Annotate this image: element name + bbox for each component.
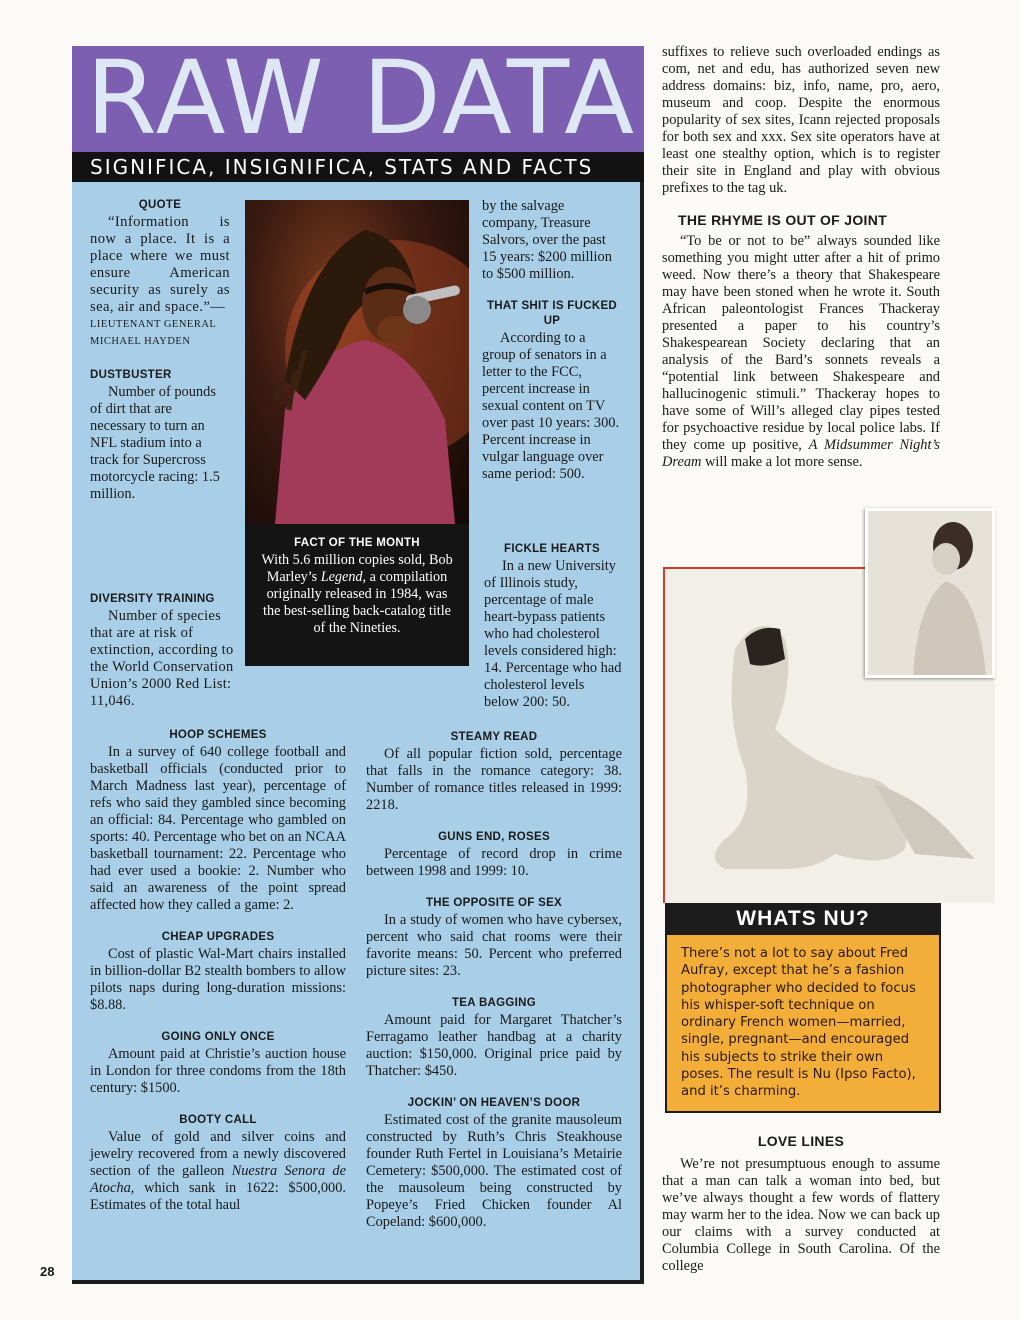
hoop-head: HOOP SCHEMES — [169, 729, 267, 741]
quote-credit: LIEUTENANT GENERAL MICHAEL HAYDEN — [90, 319, 216, 347]
masthead-subtitle: SIGNIFICA, INSIGNIFICA, STATS AND FACTS — [72, 152, 644, 182]
love-head: LOVE LINES — [757, 1133, 845, 1149]
bob-marley-photo — [245, 200, 469, 524]
page-number: 28 — [40, 1264, 55, 1279]
dustbuster-head: DUSTBUSTER — [90, 369, 172, 381]
going-head: GOING ONLY ONCE — [161, 1031, 275, 1043]
jockin-head: JOCKIN’ ON HEAVEN’S DOOR — [407, 1097, 581, 1109]
quote-text: “Information is now a place. It is a place where we must ensure American security as surely as sea, air and space.”— — [90, 214, 230, 315]
rhyme-text-b: will make a lot more sense. — [701, 454, 863, 470]
booty-text-b: , which sank in 1622: $500,000. Estimates of the total haul — [90, 1180, 346, 1213]
whats-nu-box — [665, 935, 941, 1113]
rhyme-head: THE RHYME IS OUT OF JOINT — [678, 212, 887, 228]
tea-text: Amount paid for Margaret Thatcher’s Ferragamo leather handbag at a charity auction: $150,000. Original price paid by Thatcher: $450. — [366, 1012, 622, 1079]
diversity-text: Number of species that are at risk of extinction, according to the World Conservation Union’s 2000 Red List: 11,046. — [90, 608, 234, 709]
jockin-text: Estimated cost of the granite mausoleum constructed by Ruth’s Chris Steakhouse founder Ruth Fertel in Louisiana’s Metairie Cemetery: $500,000. The estimated cost of the mausoleum being constructed by Popeye’s Fried Chicken founder Al Copeland: $600,000. — [366, 1112, 622, 1230]
masthead-title: RAW DATA — [86, 46, 637, 152]
right-bottom-column — [366, 730, 622, 1231]
fact-album-title: Legend — [320, 569, 363, 585]
rhyme-text-a: “To be or not to be” always sounded like something you might utter after a hit of primo weed. Now there’s a theory that Shakespeare may have been stoned when he wrote it. South African paleontologist Frances Thackeray presented a paper to his country’s Shakespearean Society declaring that an analysis of the Bard’s sonnets reveals a “potential link between Shakespeare and hallucinogenic stimuli.” Thackeray hopes to have some of Will’s alleged clay pipes tested for psychoactive residue by local police labs. If they come up positive, — [662, 233, 940, 453]
salvage-continued-text: by the salvage company, Treasure Salvors, over the past 15 years: $200 million to $500 million. — [482, 198, 612, 282]
quote-item — [90, 198, 230, 350]
booty-text-a: Value of gold and silver coins and jewelry recovered from a newly discovered section of the galleon — [90, 1129, 346, 1179]
booty-ship-name: Nuestra Senora de Atocha — [90, 1163, 346, 1196]
opposite-head: THE OPPOSITE OF SEX — [425, 897, 563, 909]
booty-head: BOOTY CALL — [179, 1114, 257, 1126]
masthead — [72, 46, 644, 152]
whats-nu-head: WHATS NU? — [665, 903, 941, 935]
diversity-item — [90, 592, 236, 608]
diversity-head: DIVERSITY TRAINING — [90, 593, 215, 605]
fact-text-b: , a compilation originally released in 1984, was the best-selling back-catalog title of the Nineties. — [263, 569, 451, 636]
fickle-text-wrap — [366, 558, 622, 711]
cheap-head: CHEAP UPGRADES — [161, 931, 275, 943]
guns-head: GUNS END, ROSES — [438, 831, 550, 843]
love-lines-item — [662, 1134, 940, 1275]
opposite-text: In a study of women who have cybersex, percent who said chat rooms were their favorite means: 50. Percent who preferred picture sites: 23. — [366, 912, 622, 979]
fickle-item — [482, 542, 622, 558]
tea-head: TEA BAGGING — [451, 997, 536, 1009]
dustbuster-text: Number of pounds of dirt that are necessary to turn an NFL stadium into a track for Supercross motorcycle racing: 1.5 million. — [90, 384, 220, 502]
fact-head: FACT OF THE MONTH — [294, 537, 420, 549]
booty-text — [90, 1129, 346, 1214]
quote-head: QUOTE — [138, 199, 182, 211]
whats-nu-text: There’s not a lot to say about Fred Aufray, except that he’s a fashion photographer who decided to focus his whisper-soft technique on ordinary French women—married, single, pregnant—and encouraged his subjects to strike their own poses. The result is Nu (Ipso Facto), and it’s charming. — [681, 946, 916, 1100]
guns-text: Percentage of record drop in crime between 1998 and 1999: 10. — [366, 846, 622, 879]
dustbuster-item — [90, 368, 230, 503]
that-shit-head: THAT SHIT IS FUCKED UP — [486, 300, 618, 327]
steamy-head: STEAMY READ — [450, 731, 538, 743]
love-text: We’re not presumptuous enough to assume that a man can talk a woman into bed, but we’ve always thought a few words of flattery may warm her to the idea. Now we can back up our claims with a survey conducted at Columbia College in South Carolina. Of the college — [662, 1156, 940, 1274]
suffixes-text: suffixes to relieve such overloaded endings as com, net and edu, has authorized seven new address domains: biz, info, name, pro, aero, museum and coop. Despite the enormous popularity of sex sites, Icann rejected proposals for both sex and xxx. Sex site operators have at least one stealthy option, which is to register their site in England and play with obvious prefixes to the tag uk. — [662, 44, 940, 196]
hoop-text: In a survey of 640 college football and basketball officials (conducted prior to March Madness last year), percentage of refs who said they gambled since becoming an official: 84. Percentage who gambled on sports: 40. Percentage who bet on an NCAA basketball tournament: 22. Percentage who had ever used a bookie: 2. Number who said an awareness of the point spread affected how they called a game: 2. — [90, 744, 346, 913]
left-column — [90, 198, 230, 503]
cheap-text: Cost of plastic Wal-Mart chairs installed in billion-dollar B2 stealth bombers to allow pilots naps during long-duration missions: $8.88. — [90, 946, 346, 1013]
rhyme-text — [662, 233, 940, 471]
middle-right-column — [482, 198, 622, 499]
fact-text-a: With 5.6 million copies sold, Bob Marley’s — [261, 552, 453, 585]
rhyme-play-title: A Midsummer Night’s Dream — [662, 437, 941, 470]
left-bottom-column — [90, 728, 346, 1214]
fickle-text: In a new University of Illinois study, percentage of male heart-bypass patients who had cholesterol levels considered high: 14. Percentage who had cholesterol levels below 200: 50. — [484, 558, 622, 710]
that-shit-text: According to a group of senators in a letter to the FCC, percent increase in sexual content on TV over past 10 years: 300. Percent increase in vulgar language over same period: 500. — [482, 330, 620, 482]
fickle-head: FICKLE HEARTS — [504, 543, 600, 555]
steamy-text: Of all popular fiction sold, percentage that falls in the romance category: 38. Number of romance titles released in 1999: 2218. — [366, 746, 622, 813]
going-text: Amount paid at Christie’s auction house in London for three condoms from the 18th century: $1500. — [90, 1046, 346, 1096]
small-nude-photo — [865, 508, 995, 678]
outer-right-column — [662, 44, 940, 471]
